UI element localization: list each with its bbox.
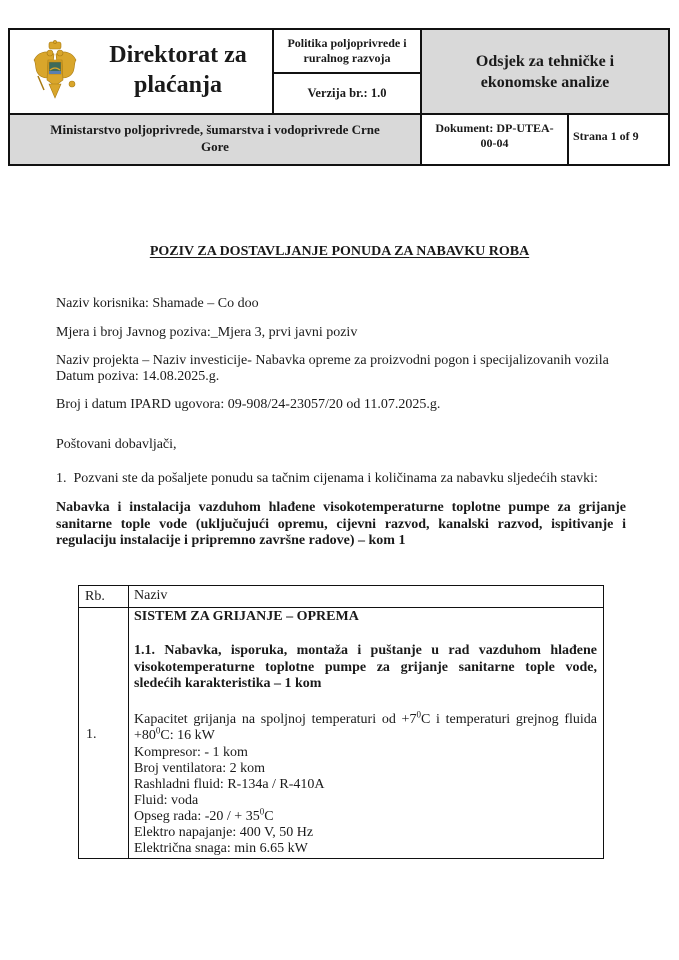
version-cell [272, 72, 420, 113]
spec-fluid: Fluid: voda [134, 793, 199, 808]
policy-cell [272, 30, 420, 72]
spec-refrigerant: Rashladni fluid: R-134a / R-410A [134, 777, 325, 792]
column-header-naziv: Naziv [134, 588, 168, 603]
item-subtitle: 1.1. Nabavka, isporuka, montaža i puštanje u rad vazduhom hlađene visokotemperaturne toplotne pumpe za grijanje sanitarne tople vode, sledećih karakteristika – 1 kom [134, 643, 597, 691]
department-cell [420, 30, 668, 113]
ministry-line1: Ministarstvo poljoprivrede, šumarstva i vodoprivrede Crne [50, 122, 380, 137]
beneficiary-name: Naziv korisnika: Shamade – Co doo [56, 296, 259, 311]
directorate-title-line2: plaćanja [133, 72, 222, 98]
greeting: Poštovani dobavljači, [56, 437, 177, 452]
items-table [78, 585, 604, 859]
spec-capacity: Kapacitet grijanja na spoljnoj temperaturi od $+7^0C$ i temperaturi grejnog fluida $+80^0C$: 16 kW [134, 709, 597, 743]
version-label: Verzija br.: 1.0 [307, 86, 387, 100]
document-header [8, 28, 670, 166]
department-line1: Odsjek za tehničke i [475, 52, 615, 70]
spec-fans: Broj ventilatora: 2 kom [134, 761, 266, 776]
call-measure: Mjera i broj Javnog poziva:_Mjera 3, prvi javni poziv [56, 325, 358, 340]
ministry-line2: Gore [201, 139, 229, 154]
table-header-divider [79, 607, 603, 608]
ministry-cell [10, 113, 420, 164]
row-number: 1. [86, 727, 97, 742]
spec-power-supply: Elektro napajanje: 400 V, 50 Hz [134, 825, 314, 840]
project-name: Naziv projekta – Naziv investicije- Nabavka opreme za proizvodni pogon i specijalizovanih vozila [56, 353, 609, 368]
page-number: Strana 1 of 9 [573, 129, 639, 143]
page-number-cell [567, 113, 668, 164]
document-code-line2: 00-04 [480, 136, 509, 150]
department-line2: ekonomske analize [480, 73, 610, 91]
ipard-contract: Broj i datum IPARD ugovora: 09-908/24-23057/20 od 11.07.2025.g. [56, 397, 441, 412]
policy-line2: ruralnog razvoja [303, 51, 391, 65]
spec-electric-power: Električna snaga: min 6.65 kW [134, 841, 308, 856]
directorate-title-line1: Direktorat za [109, 42, 247, 68]
column-header-rb: Rb. [85, 589, 105, 604]
document-code-cell [420, 113, 567, 164]
spec-compressor: Kompresor: - 1 kom [134, 745, 248, 760]
directorate-cell [10, 30, 272, 113]
policy-line1: Politika poljoprivrede i [287, 36, 407, 50]
table-column-divider [128, 586, 129, 858]
document-code-line1: Dokument: DP-UTEA- [435, 121, 554, 135]
spec-operating-range: Opseg rada: -20 / + $35^0C$ [134, 806, 274, 824]
section-title: SISTEM ZA GRIJANJE – OPREMA [134, 609, 359, 624]
invitation-text: 1. Pozvani ste da pošaljete ponudu sa tačnim cijenama i količinama za nabavku sljedećih stavki: [56, 471, 598, 486]
item-summary: Nabavka i instalacija vazduhom hlađene visokotemperaturne toplotne pumpe za grijanje sanitarne tople vode (uključujući opremu, cijevni razvod, kanalski razvod, ispitivanje i regulaciju instalacije i pripremno završne radove) – kom 1 [56, 500, 626, 548]
call-date: Datum poziva: 14.08.2025.g. [56, 369, 220, 384]
coat-of-arms-icon [30, 40, 80, 102]
document-title: POZIV ZA DOSTAVLJANJE PONUDA ZA NABAVKU ROBA [149, 244, 530, 259]
